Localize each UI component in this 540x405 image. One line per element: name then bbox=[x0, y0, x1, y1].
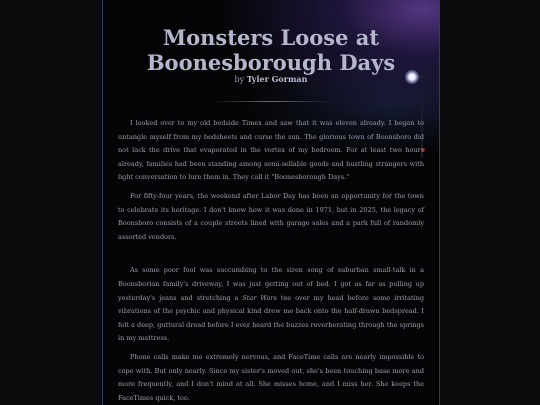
article-body bbox=[118, 117, 424, 405]
byline-prefix: by bbox=[234, 75, 245, 84]
paragraph-3-italic-title: Star Wars bbox=[242, 293, 277, 302]
byline bbox=[103, 74, 439, 84]
paragraph-1: I looked over to my old bedside Timex and saw that it was eleven already. I began to untangle myself from my bedsheets and curse the sun. The glorious town of Boonsboro did not lack the drive that evaporated in the vortex of my bedroom. For at least two hours already, families had been standing among semi-sellable goods and hustling strangers with light conversation to lure them in. They call it "Boonesborough Days." bbox=[118, 119, 424, 182]
author-name: Tyler Gorman bbox=[246, 74, 308, 84]
paragraph-4: Phone calls make me extremely nervous, and FaceTime calls are nearly impossible to cope with. But only nearly. Since my sister's moved out, she's been touching base more and more frequently, and I don't mind at all. She misses home, and I miss her. She keeps the FaceTimes quick, too. bbox=[118, 352, 424, 402]
article-title: Monsters Loose at Boonesborough Days bbox=[146, 25, 396, 75]
article-page bbox=[102, 0, 440, 405]
paragraph-3-text-start: As some poor fool was succumbing to the siren song of suburban small-talk in a Boonsborian family's driveway, I was just getting out of bed. I got as far as pulling up yesterday's jeans and stretching a bbox=[118, 266, 424, 302]
paragraph-3-text-end: tee over my head before some irritating vibrations of the psychic and physical kind drew me back onto the half-drawn bedspread. I felt a deep, guttural dread before I ever heard the buzzes reverberating through the springs in my mattress. bbox=[118, 293, 424, 343]
paragraph-3 bbox=[118, 264, 424, 346]
title-divider bbox=[211, 101, 331, 102]
paragraph-2: For fifty-four years, the weekend after Labor Day has been an opportunity for the town to celebrate its heritage. I don't know how it was done in 1971, but in 2025, the legacy of Boonsboro consists of a couple streets lined with garage sales and a park full of randomly assorted vendors. bbox=[118, 191, 424, 241]
